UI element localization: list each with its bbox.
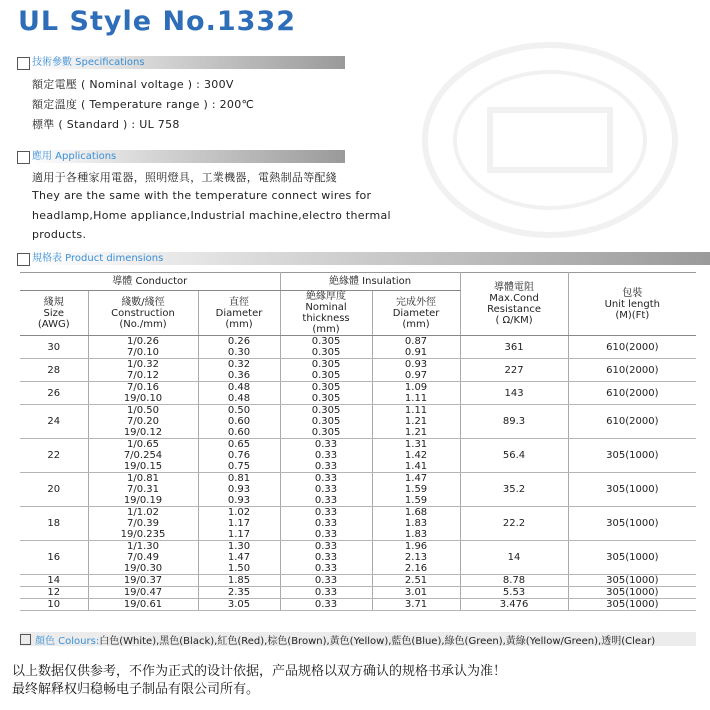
cell-value: 0.305 xyxy=(311,393,341,404)
construction-header: 綫數/綫徑 Construction (No./mm) xyxy=(88,291,198,336)
cell-thickness xyxy=(280,507,372,541)
application-line-1: 適用于各種家用電器，照明燈具，工業機器，電熱制品等配綫 xyxy=(32,171,338,184)
size-header: 綫規 Size (AWG) xyxy=(20,291,88,336)
cell-unit-length: 610(2000) xyxy=(568,359,696,382)
cell-value: 0.91 xyxy=(404,347,428,358)
cell-size: 30 xyxy=(20,336,88,359)
cell-size: 12 xyxy=(20,587,88,599)
cell-value: 7/0.10 xyxy=(127,347,159,358)
cell-cond-diameter xyxy=(198,439,280,473)
cell-size: 24 xyxy=(20,405,88,439)
cell-value: 3.71 xyxy=(404,599,428,610)
cell-construction xyxy=(88,587,198,599)
cell-unit-length: 305(1000) xyxy=(568,575,696,587)
cell-value: 0.33 xyxy=(314,552,338,563)
cell-value: 0.50 xyxy=(227,405,251,416)
application-line-4: products. xyxy=(32,228,87,241)
spec-line-voltage: 額定電壓 ( Nominal voltage ) : 300V xyxy=(32,78,234,91)
cell-value: 1.59 xyxy=(404,495,428,506)
cell-unit-length: 610(2000) xyxy=(568,382,696,405)
cell-ins-diameter xyxy=(372,599,460,611)
cell-unit-length: 305(1000) xyxy=(568,541,696,575)
cell-unit-length: 610(2000) xyxy=(568,405,696,439)
cell-value: 19/0.47 xyxy=(123,587,163,598)
cell-size: 20 xyxy=(20,473,88,507)
cell-value: 0.33 xyxy=(314,541,338,552)
cell-value: 0.93 xyxy=(227,495,251,506)
cell-value: 0.33 xyxy=(314,450,338,461)
cell-value: 1.17 xyxy=(227,518,251,529)
table-row xyxy=(20,382,696,405)
cell-resistance: 361 xyxy=(460,336,568,359)
table-row xyxy=(20,507,696,541)
cell-ins-diameter xyxy=(372,473,460,507)
cell-value: 1.21 xyxy=(404,427,428,438)
cell-value: 1.50 xyxy=(227,563,251,574)
cell-thickness xyxy=(280,575,372,587)
cell-value: 7/0.16 xyxy=(127,382,159,393)
table-row xyxy=(20,439,696,473)
cell-unit-length: 305(1000) xyxy=(568,587,696,599)
cell-thickness xyxy=(280,405,372,439)
cell-value: 0.33 xyxy=(314,575,338,586)
table-row xyxy=(20,473,696,507)
cell-size: 18 xyxy=(20,507,88,541)
cell-value: 0.81 xyxy=(227,473,251,484)
cell-value: 0.33 xyxy=(314,599,338,610)
cell-thickness xyxy=(280,439,372,473)
cell-value: 2.51 xyxy=(404,575,428,586)
cell-construction xyxy=(88,359,198,382)
cell-value: 19/0.12 xyxy=(123,427,163,438)
spec-line-standard: 標準 ( Standard ) : UL 758 xyxy=(32,118,180,131)
cell-value: 0.93 xyxy=(227,484,251,495)
cell-value: 7/0.31 xyxy=(127,484,159,495)
application-line-2: They are the same with the temperature connect wires for xyxy=(32,189,372,202)
table-row xyxy=(20,359,696,382)
cell-value: 0.93 xyxy=(404,359,428,370)
cell-resistance: 143 xyxy=(460,382,568,405)
cell-value: 1/0.26 xyxy=(127,336,159,347)
table-row xyxy=(20,575,696,587)
cell-thickness xyxy=(280,587,372,599)
application-line-3: headlamp,Home appliance,Industrial machine,electro thermal xyxy=(32,209,391,222)
cell-value: 7/0.39 xyxy=(127,518,159,529)
cell-value: 0.36 xyxy=(227,370,251,381)
cell-size: 28 xyxy=(20,359,88,382)
cell-size: 14 xyxy=(20,575,88,587)
cell-size: 26 xyxy=(20,382,88,405)
cell-cond-diameter xyxy=(198,587,280,599)
colours-label: 顏色 Colours: xyxy=(35,636,100,647)
watermark-logo xyxy=(420,40,680,240)
cell-value: 0.305 xyxy=(311,416,341,427)
cell-value: 3.01 xyxy=(404,587,428,598)
cell-ins-diameter xyxy=(372,439,460,473)
cell-value: 1/1.30 xyxy=(127,541,159,552)
cell-construction xyxy=(88,405,198,439)
thickness-header: 絶緣厚度 Nominal thickness (mm) xyxy=(280,291,372,336)
cell-value: 19/0.19 xyxy=(123,495,163,506)
cell-ins-diameter xyxy=(372,405,460,439)
cell-cond-diameter xyxy=(198,405,280,439)
cell-value: 1/0.81 xyxy=(127,473,159,484)
cell-value: 1.21 xyxy=(404,416,428,427)
cell-value: 19/0.30 xyxy=(123,563,163,574)
cell-cond-diameter xyxy=(198,575,280,587)
cell-resistance: 8.78 xyxy=(460,575,568,587)
cell-value: 19/0.37 xyxy=(123,575,163,586)
cell-ins-diameter xyxy=(372,541,460,575)
cell-value: 0.76 xyxy=(227,450,251,461)
cell-value: 0.33 xyxy=(314,495,338,506)
cell-value: 7/0.12 xyxy=(127,370,159,381)
cell-ins-diameter xyxy=(372,382,460,405)
cell-construction xyxy=(88,575,198,587)
cell-value: 1/0.32 xyxy=(127,359,159,370)
cell-value: 0.33 xyxy=(314,461,338,472)
cell-value: 2.35 xyxy=(227,587,251,598)
table-row xyxy=(20,587,696,599)
cell-value: 0.33 xyxy=(314,507,338,518)
ins-diameter-header: 完成外徑 Diameter (mm) xyxy=(372,291,460,336)
cell-value: 1.11 xyxy=(404,405,428,416)
cell-value: 1.96 xyxy=(404,541,428,552)
cond-diameter-header: 直徑 Diameter (mm) xyxy=(198,291,280,336)
table-row xyxy=(20,336,696,359)
cell-cond-diameter xyxy=(198,541,280,575)
cell-value: 1.83 xyxy=(404,518,428,529)
cell-unit-length: 305(1000) xyxy=(568,439,696,473)
cell-thickness xyxy=(280,599,372,611)
cell-value: 0.48 xyxy=(227,393,251,404)
cell-size: 22 xyxy=(20,439,88,473)
cell-value: 0.305 xyxy=(311,382,341,393)
cell-value: 1.68 xyxy=(404,507,428,518)
checkbox-icon xyxy=(17,253,30,266)
cell-value: 0.33 xyxy=(314,529,338,540)
spec-line-temperature: 額定溫度 ( Temperature range ) : 200℃ xyxy=(32,98,255,111)
cell-construction xyxy=(88,507,198,541)
cell-resistance: 89.3 xyxy=(460,405,568,439)
cell-value: 1.41 xyxy=(404,461,428,472)
footer-disclaimer: 以上数据仅供参考，不作为正式的设计依据，产品规格以双方确认的规格书承认为准！ xyxy=(12,664,507,679)
cell-value: 0.48 xyxy=(227,382,251,393)
cell-value: 1.83 xyxy=(404,529,428,540)
cell-value: 19/0.235 xyxy=(120,529,166,540)
cell-value: 7/0.49 xyxy=(127,552,159,563)
cell-value: 0.75 xyxy=(227,461,251,472)
cell-value: 2.13 xyxy=(404,552,428,563)
unit-length-header: 包裝 Unit length (M)(Ft) xyxy=(568,273,696,336)
cell-value: 3.05 xyxy=(227,599,251,610)
cell-thickness xyxy=(280,382,372,405)
cell-cond-diameter xyxy=(198,336,280,359)
cell-construction xyxy=(88,541,198,575)
cell-value: 0.305 xyxy=(311,359,341,370)
cell-value: 7/0.20 xyxy=(127,416,159,427)
cell-value: 1.30 xyxy=(227,541,251,552)
cell-value: 1.47 xyxy=(404,473,428,484)
cell-value: 1.09 xyxy=(404,382,428,393)
cell-thickness xyxy=(280,336,372,359)
cell-ins-diameter xyxy=(372,336,460,359)
cell-value: 1.85 xyxy=(227,575,251,586)
cell-ins-diameter xyxy=(372,587,460,599)
cell-resistance: 56.4 xyxy=(460,439,568,473)
cell-value: 0.33 xyxy=(314,484,338,495)
cell-value: 0.305 xyxy=(311,405,341,416)
cell-value: 0.33 xyxy=(314,439,338,450)
cell-value: 1.31 xyxy=(404,439,428,450)
dimensions-table-body xyxy=(20,336,696,611)
cell-value: 0.65 xyxy=(227,439,251,450)
cell-value: 2.16 xyxy=(404,563,428,574)
cell-unit-length: 305(1000) xyxy=(568,599,696,611)
colours-line xyxy=(20,632,655,647)
cell-value: 19/0.15 xyxy=(123,461,163,472)
cell-value: 1.42 xyxy=(404,450,428,461)
cell-value: 0.33 xyxy=(314,563,338,574)
cell-value: 0.87 xyxy=(404,336,428,347)
cell-cond-diameter xyxy=(198,507,280,541)
cell-value: 0.60 xyxy=(227,416,251,427)
resistance-header: 導體電阻 Max.Cond Resistance ( Ω/KM) xyxy=(460,273,568,336)
cell-value: 1/1.02 xyxy=(127,507,159,518)
cell-value: 0.305 xyxy=(311,427,341,438)
cell-cond-diameter xyxy=(198,359,280,382)
cell-thickness xyxy=(280,473,372,507)
cell-value: 19/0.10 xyxy=(123,393,163,404)
cell-value: 1.59 xyxy=(404,484,428,495)
cell-ins-diameter xyxy=(372,507,460,541)
conductor-group-header: 導體 Conductor xyxy=(20,273,280,291)
cell-resistance: 227 xyxy=(460,359,568,382)
cell-resistance: 5.53 xyxy=(460,587,568,599)
checkbox-icon xyxy=(20,634,31,645)
cell-resistance: 22.2 xyxy=(460,507,568,541)
cell-cond-diameter xyxy=(198,599,280,611)
colours-value: 白色(White),黑色(Black),紅色(Red),棕色(Brown),黃色(Yellow),藍色(Blue),綠色(Green),黃綠(Yellow/Green),透明(Clear) xyxy=(99,636,656,647)
cell-value: 19/0.61 xyxy=(123,599,163,610)
cell-value: 0.60 xyxy=(227,427,251,438)
cell-value: 0.32 xyxy=(227,359,251,370)
checkbox-icon xyxy=(17,151,30,164)
cell-value: 0.30 xyxy=(227,347,251,358)
insulation-group-header: 絶緣體 Insulation xyxy=(280,273,460,291)
cell-cond-diameter xyxy=(198,473,280,507)
cell-ins-diameter xyxy=(372,575,460,587)
cell-thickness xyxy=(280,541,372,575)
cell-value: 1.02 xyxy=(227,507,251,518)
cell-value: 1/0.65 xyxy=(127,439,159,450)
cell-resistance: 3.476 xyxy=(460,599,568,611)
cell-construction xyxy=(88,599,198,611)
cell-unit-length: 305(1000) xyxy=(568,473,696,507)
table-row xyxy=(20,405,696,439)
checkbox-icon xyxy=(17,57,30,70)
cell-ins-diameter xyxy=(372,359,460,382)
cell-value: 1.17 xyxy=(227,529,251,540)
cell-construction xyxy=(88,336,198,359)
dimensions-table xyxy=(20,272,696,611)
cell-value: 7/0.254 xyxy=(123,450,163,461)
cell-value: 1/0.50 xyxy=(127,405,159,416)
cell-value: 0.305 xyxy=(311,336,341,347)
page-title: UL Style No.1332 xyxy=(18,6,296,37)
cell-thickness xyxy=(280,359,372,382)
cell-size: 16 xyxy=(20,541,88,575)
cell-value: 0.33 xyxy=(314,518,338,529)
cell-cond-diameter xyxy=(198,382,280,405)
cell-construction xyxy=(88,473,198,507)
footer-rights: 最终解释权归稳畅电子制品有限公司所有。 xyxy=(12,682,260,697)
cell-unit-length: 610(2000) xyxy=(568,336,696,359)
cell-size: 10 xyxy=(20,599,88,611)
table-row xyxy=(20,599,696,611)
cell-resistance: 35.2 xyxy=(460,473,568,507)
cell-value: 1.47 xyxy=(227,552,251,563)
cell-value: 0.97 xyxy=(404,370,428,381)
cell-resistance: 14 xyxy=(460,541,568,575)
cell-value: 0.305 xyxy=(311,347,341,358)
cell-value: 0.33 xyxy=(314,473,338,484)
cell-unit-length: 305(1000) xyxy=(568,507,696,541)
cell-construction xyxy=(88,382,198,405)
table-row xyxy=(20,541,696,575)
cell-value: 1.11 xyxy=(404,393,428,404)
cell-value: 0.26 xyxy=(227,336,251,347)
cell-construction xyxy=(88,439,198,473)
cell-value: 0.33 xyxy=(314,587,338,598)
cell-value: 0.305 xyxy=(311,370,341,381)
